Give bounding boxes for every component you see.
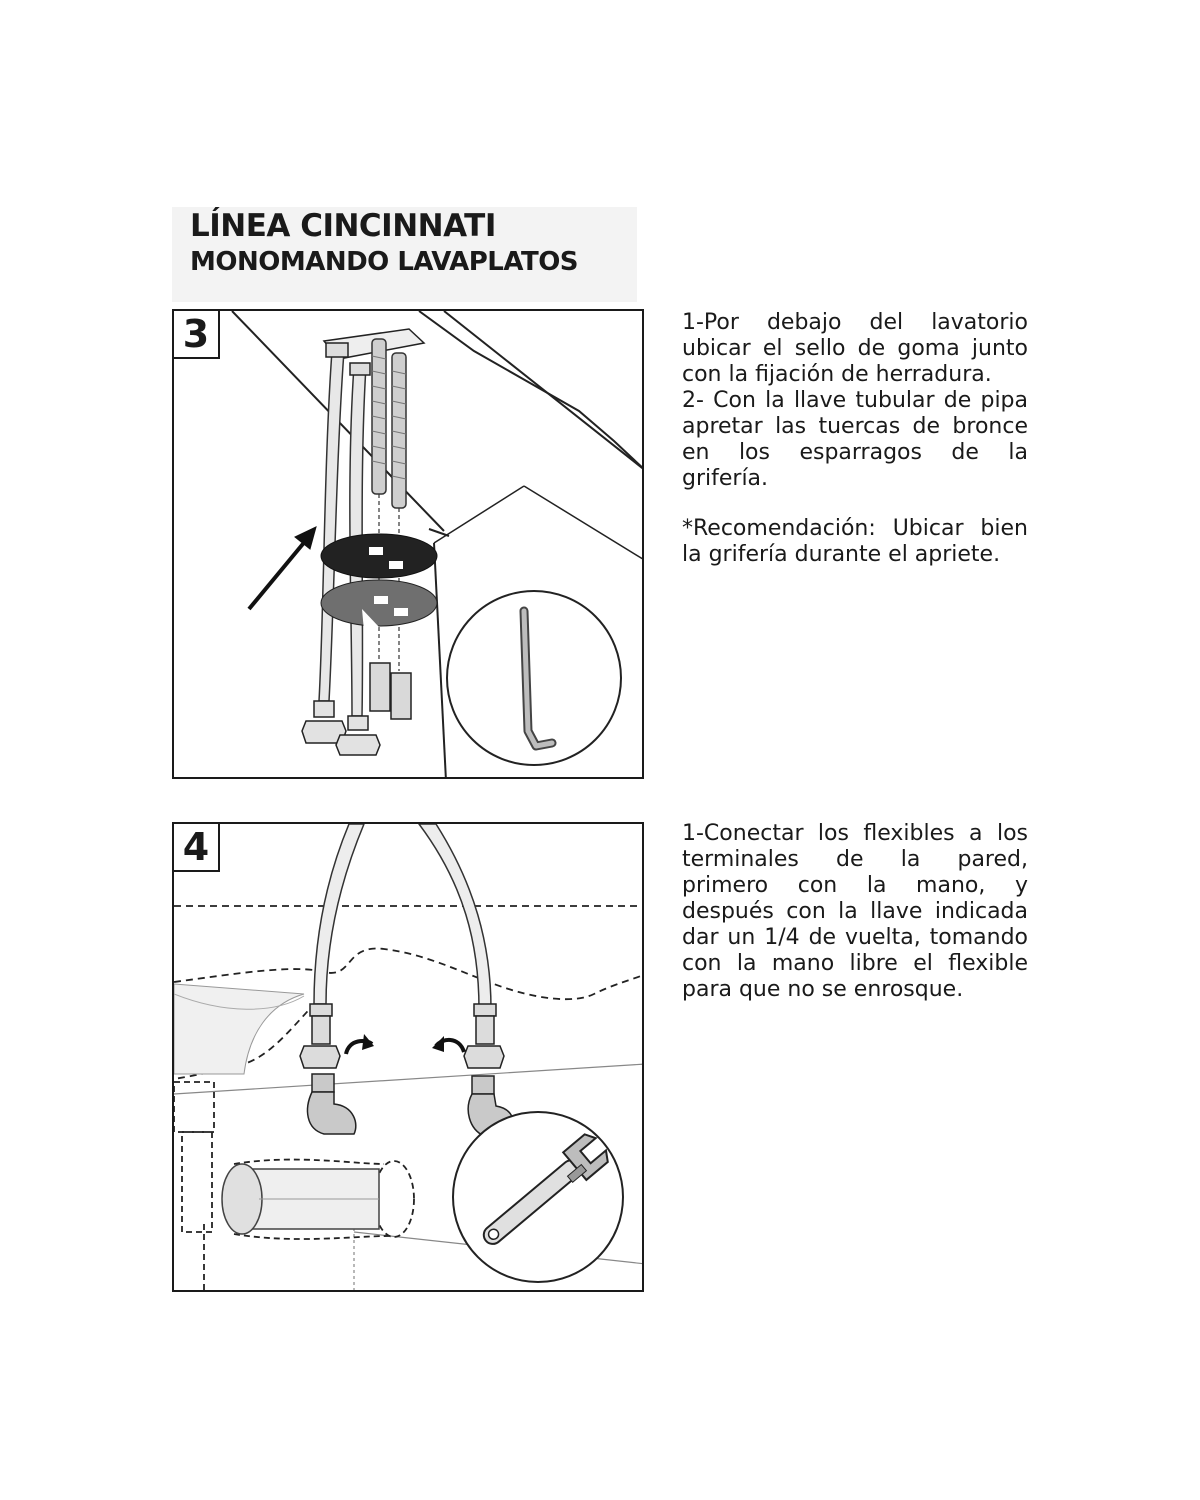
step-4-illustration <box>172 822 644 1292</box>
step-4-description <box>682 821 1028 1003</box>
step-3-number: 3 <box>174 311 220 359</box>
step-3-instruction-2: 2- Con la llave tubular de pipa apretar las tuercas de bronce en los esparragos de la grifería. <box>682 388 1028 491</box>
step-3-description <box>682 310 1028 568</box>
page-subtitle: MONOMANDO LAVAPLATOS <box>190 247 579 277</box>
step-3-note: *Recomendación: Ubicar bien la grifería durante el apriete. <box>682 516 1028 567</box>
step-3-instruction-1: 1-Por debajo del lavatorio ubicar el sello de goma junto con la fijación de herradura. <box>682 310 1028 387</box>
step-4-number: 4 <box>174 824 220 872</box>
page-title: LÍNEA CINCINNATI <box>190 208 496 244</box>
step-3-drawing <box>174 311 644 779</box>
step-3-illustration <box>172 309 644 779</box>
step-4-instruction-1: 1-Conectar los flexibles a los terminales de la pared, primero con la mano, y después con la llave indicada dar un 1/4 de vuelta, tomando con la mano libre el flexible para que no se enrosque. <box>682 821 1028 1002</box>
step-4-drawing <box>174 824 644 1292</box>
